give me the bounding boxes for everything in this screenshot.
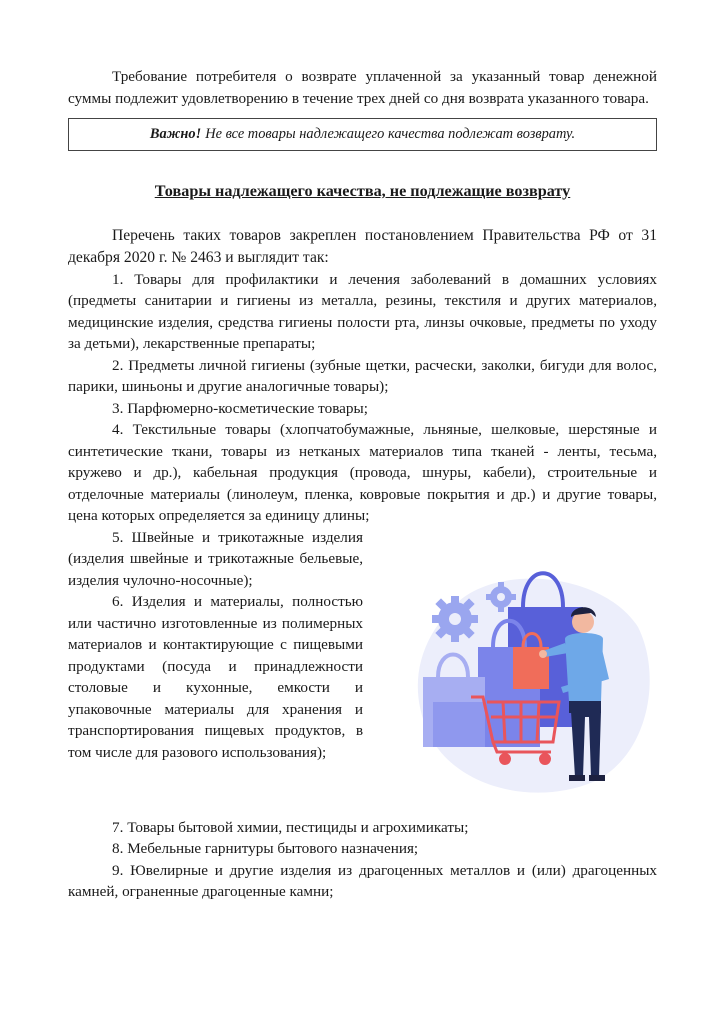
intro-paragraph: Требование потребителя о возврате уплаченной за указанный товар денежной суммы подлежит удовлетворению в течение трех дней со дня возврата указанного товара. [68,68,657,107]
notice-text: Не все товары надлежащего качества подлежат возврату. [205,125,576,142]
list-item: 2. Предметы личной гигиены (зубные щетки, расчески, заколки, бигуди для волос, парики, шиньоны и другие аналогичные товары); [68,356,657,395]
important-notice-box [68,118,657,151]
list-item: 9. Ювелирные и другие изделия из драгоценных металлов и (или) драгоценных камней, ограненные драгоценные камни; [68,861,657,900]
list-item: 6. Изделия и материалы, полностью или частично изготовленные из полимерных материалов и контактирующие с пищевыми продуктами (посуда и принадлежности столовые и кухонные, емкости и упаковочные материалы для хранения и транспортирования пищевых продуктов, в том числе для разового использования); [68,593,363,761]
section-heading: Товары надлежащего качества, не подлежащие возврату [154,182,571,200]
lead-paragraph: Перечень таких товаров закреплен постановлением Правительства РФ от 31 декабря 2020 г. № 2463 и выглядит так: [68,226,657,266]
list-item: 4. Текстильные товары (хлопчатобумажные, льняные, шелковые, шерстяные и синтетические ткани, товары из нетканых материалов типа тканей - ленты, тесьма, кружево и др.), кабельная продукция (провода, шнуры, кабели), строительные и отделочные материалы (линолеум, пленка, ковровые покрытия и др.) и другие товары, цена которых определяется за единицу длины; [68,421,657,524]
illustrated-block [68,527,657,817]
list-item: 7. Товары бытовой химии, пестициды и агрохимикаты; [112,818,469,836]
list-item: 5. Швейные и трикотажные изделия (изделия швейные и трикотажные бельевые, изделия чулочно-носочные); [68,528,363,589]
illustration-column [363,527,657,817]
list-item: 8. Мебельные гарнитуры бытового назначения; [112,840,419,857]
notice-strong: Важно! [149,125,202,142]
shopping-illustration-icon [413,567,658,807]
narrow-list-column [68,527,363,764]
list-item: 3. Парфюмерно-косметические товары; [112,399,368,417]
list-item: 1. Товары для профилактики и лечения заболеваний в домашних условиях (предметы санитарии и гигиены из металла, резины, текстиля и других материалов, медицинские изделия, средства гигиены полости рта, линзы очковые, предметы по уходу за детьми), лекарственные препараты; [68,270,657,352]
document-page [68,66,657,903]
